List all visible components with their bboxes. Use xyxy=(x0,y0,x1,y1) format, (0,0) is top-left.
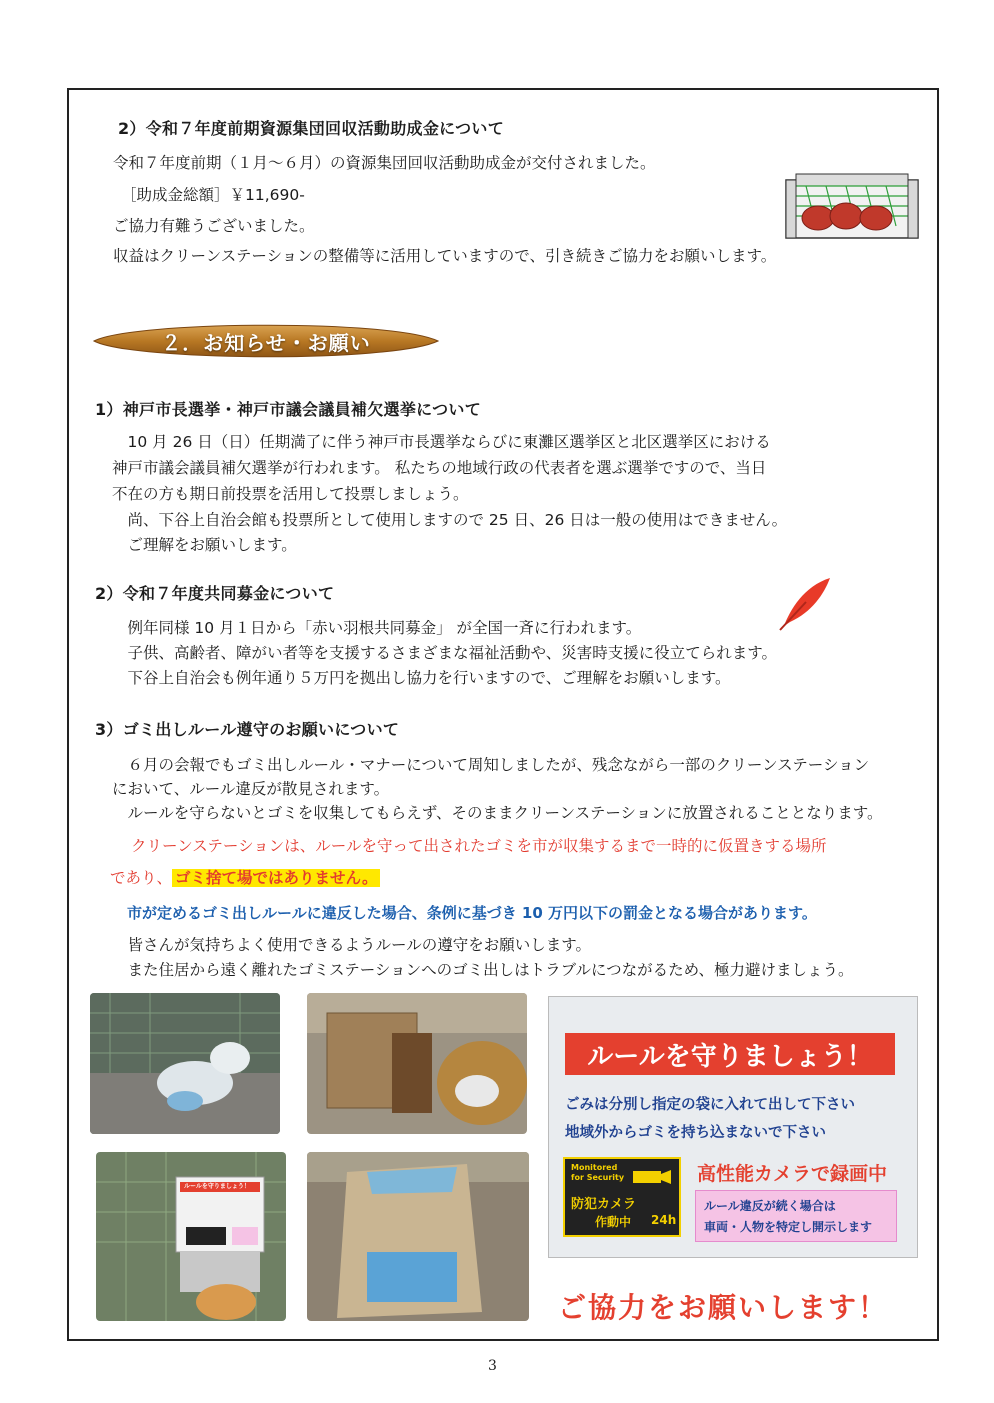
poster-title: ルールを守りましょう！ xyxy=(565,1033,895,1075)
section-banner xyxy=(92,317,440,365)
photo-basket-box xyxy=(307,993,527,1134)
cam-24h: 24h xyxy=(651,1213,677,1227)
section-heading-subsidy: 2）令和７年度前期資源集団回収活動助成金について xyxy=(118,119,505,138)
poster-warning-box xyxy=(695,1190,897,1242)
page-number: 3 xyxy=(488,1358,497,1374)
item3-red-prefix: であり、 xyxy=(110,869,173,887)
poster-warn-1: ルール違反が続く場合は xyxy=(704,1199,836,1213)
item2-line-2: 子供、高齢者、障がい者等を支援するさまざまな福祉活動や、災害時支援に役立てられます。 xyxy=(112,644,777,662)
item3-red-line-1: クリーンステーションは、ルールを守って出されたゴミを市が収集するまで一時的に仮置きする場所 xyxy=(131,837,827,855)
item1-line-1: 10 月 26 日（日）任期満了に伴う神戸市長選挙ならびに東灘区選挙区と北区選挙区における xyxy=(112,433,771,451)
cam-en-1: Monitored xyxy=(571,1163,618,1172)
subsidy-amount: ［助成金総額］￥11,690- xyxy=(121,186,305,204)
cam-en-2: for Security xyxy=(571,1173,625,1182)
rules-poster xyxy=(548,996,918,1258)
recycling-cart-illustration xyxy=(782,170,922,242)
item3-line-1: ６月の会報でもゴミ出しルール・マナーについて周知しましたが、残念ながら一部のクリーンステーション xyxy=(112,756,870,774)
item1-line-4: 尚、下谷上自治会館も投票所として使用しますので 25 日、26 日は一般の使用はできません。 xyxy=(112,511,788,529)
item3-line-2: において、ルール違反が散見されます。 xyxy=(112,780,390,798)
item1-line-5: ご理解をお願いします。 xyxy=(112,536,297,554)
cam-jp: 防犯カメラ xyxy=(571,1197,637,1212)
item3-red-line-2 xyxy=(110,866,380,890)
banner-label: ２．お知らせ・お願い xyxy=(161,330,371,355)
subsidy-line-1: 令和７年度前期（１月～６月）の資源集団回収活動助成金が交付されました。 xyxy=(113,154,656,172)
subsidy-line-4: 収益はクリーンステーションの整備等に活用していますので、引き続きご協力をお願いします。 xyxy=(113,247,777,265)
item3-penalty-notice: 市が定めるゴミ出しルールに違反した場合、条例に基づき 10 万円以下の罰金となる場合があります。 xyxy=(127,904,817,922)
photo-station-sign xyxy=(96,1152,286,1321)
item3-highlight: ゴミ捨て場ではありません。 xyxy=(172,869,380,887)
item1-line-2: 神戸市議会議員補欠選挙が行われます。 私たちの地域行政の代表者を選ぶ選挙ですので、当日 xyxy=(112,459,767,477)
item1-heading: 1）神戸市長選挙・神戸市議会議員補欠選挙について xyxy=(95,400,482,419)
item3-tail-line-1: 皆さんが気持ちよく使用できるようルールの遵守をお願いします。 xyxy=(112,936,591,954)
poster-warn-2: 車両・人物を特定し開示します xyxy=(704,1220,873,1234)
item2-heading: 2）令和７年度共同募金について xyxy=(95,584,335,603)
camera-icon xyxy=(631,1165,675,1189)
item3-tail-line-2: また住居から遠く離れたゴミステーションへのゴミ出しはトラブルにつながるため、極力避けましょう。 xyxy=(112,961,854,979)
item2-line-3: 下谷上自治会も例年通り５万円を拠出し協力を行いますので、ご理解をお願いします。 xyxy=(112,669,731,687)
cam-jp-2: 作動中 xyxy=(595,1215,632,1229)
closing-message: ご協力をお願いします！ xyxy=(558,1291,889,1324)
red-feather-icon xyxy=(776,572,836,632)
poster-line-1: ごみは分別し指定の袋に入れて出して下さい xyxy=(565,1097,855,1113)
photo-paper-bag xyxy=(307,1152,529,1321)
item2-line-1: 例年同様 10 月１日から「赤い羽根共同募金」 が全国一斉に行われます。 xyxy=(112,619,642,637)
poster-recording-notice: 高性能カメラで録画中 xyxy=(697,1163,888,1185)
item3-line-3: ルールを守らないとゴミを収集してもらえず、そのままクリーンステーションに放置されることとなります。 xyxy=(112,804,883,822)
item1-line-3: 不在の方も期日前投票を活用して投票しましょう。 xyxy=(112,485,469,503)
poster-line-2: 地域外からゴミを持ち込まないで下さい xyxy=(565,1125,826,1141)
security-camera-sign xyxy=(563,1157,681,1237)
photo-garbage-cage xyxy=(90,993,280,1134)
item3-heading: 3）ゴミ出しルール遵守のお願いについて xyxy=(95,720,400,739)
small-poster-title: ルールを守りましょう！ xyxy=(184,1183,250,1190)
subsidy-line-3: ご協力有難うございました。 xyxy=(113,217,315,235)
